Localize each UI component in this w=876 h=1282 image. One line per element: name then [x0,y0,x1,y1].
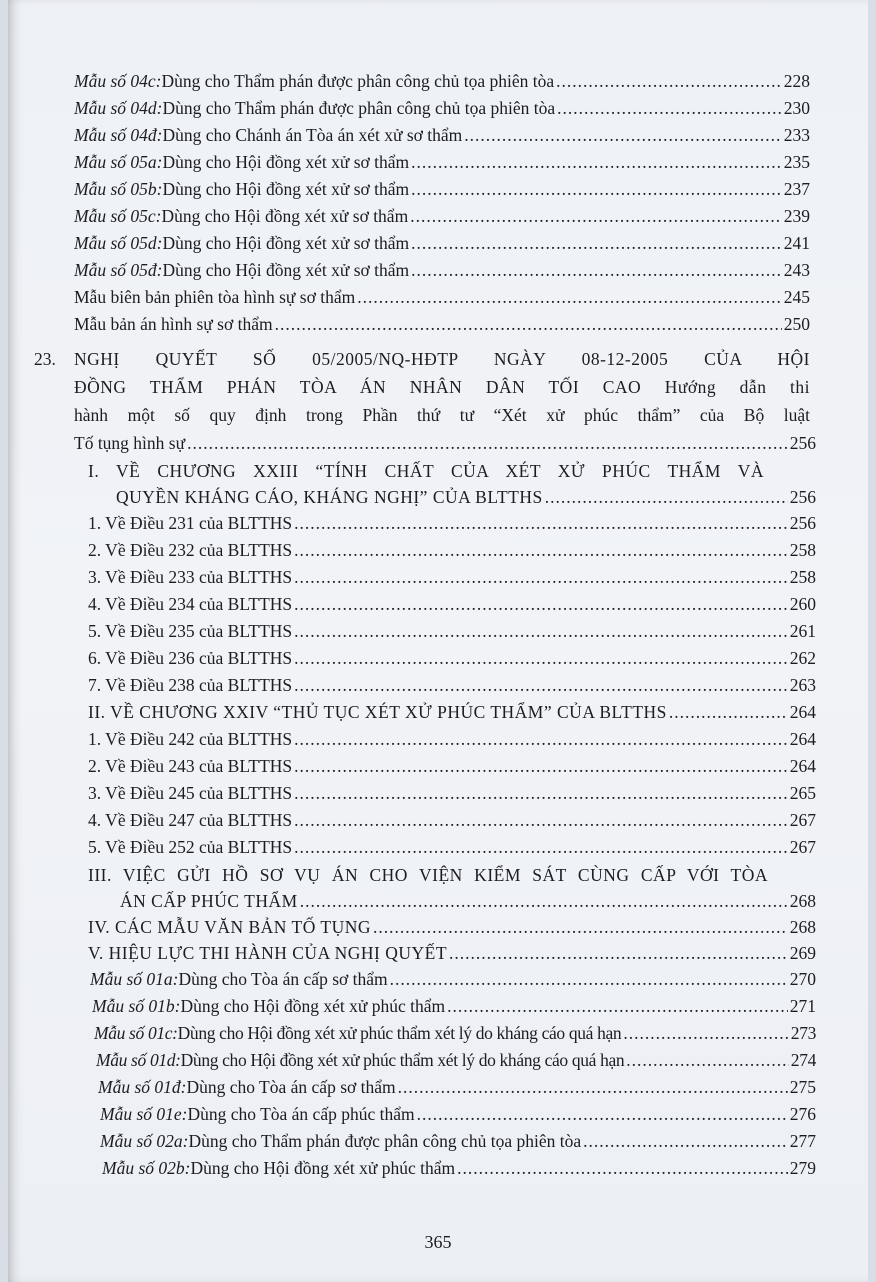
page-ref: 262 [789,648,816,668]
entry-text: Dùng cho Thẩm phán được phân công chủ tọa phiên tòa [161,71,555,91]
form-label: Mẫu số 01đ: [98,1077,187,1097]
page-ref: 265 [789,783,816,803]
page-ref: 250 [783,314,810,334]
toc-entry [74,122,810,148]
entry-text: 1. Về Điều 242 của BLTTHS [88,729,293,749]
toc-entry [88,726,816,752]
entry-text: 4. Về Điều 247 của BLTTHS [88,810,293,830]
page-ref: 264 [789,729,816,749]
page-ref: 256 [789,513,816,533]
section-number [34,346,70,372]
toc-entry [88,645,816,671]
page-ref: 268 [789,891,816,911]
page-ref: 256 [789,433,816,453]
page-ref: 279 [789,1158,816,1178]
page-ref: 239 [783,206,810,226]
page-ref: 256 [789,487,816,507]
entry-text: Mẫu biên bản phiên tòa hình sự sơ thẩm [74,287,356,307]
toc-entry [74,176,810,202]
page-ref: 273 [790,1023,816,1043]
page-ref: 267 [789,810,816,830]
chapter-heading-text: II. VỀ CHƯƠNG XXIV “THỦ TỤC XÉT XỬ PHÚC THẨM” CỦA BLTTHS [88,702,667,722]
form-label: Mẫu số 05b: [74,179,163,199]
entry-text: Dùng cho Hội đồng xét xử phúc thẩm xét lý do kháng cáo quá hạn [180,1050,625,1070]
entry-text: Dùng cho Hội đồng xét xử sơ thẩm [162,233,410,253]
toc-entry [100,1128,816,1154]
form-label: Mẫu số 04d: [74,98,163,118]
toc-entry [88,940,816,966]
toc-entry [96,1047,816,1073]
form-label: Mẫu số 02b: [102,1158,191,1178]
entry-text: 5. Về Điều 235 của BLTTHS [88,621,293,641]
page-number: 365 [424,1232,452,1252]
page-ref: 276 [789,1104,816,1124]
toc-entry [88,753,816,779]
toc-entry [88,834,816,860]
form-label: Mẫu số 05d: [74,233,163,253]
chapter-heading-text: QUYỀN KHÁNG CÁO, KHÁNG NGHỊ” CỦA BLTTHS [116,487,543,507]
page-ref: 241 [783,233,810,253]
page-ref: 245 [783,287,810,307]
entry-text: Dùng cho Hội đồng xét xử phúc thẩm xét lý do kháng cáo quá hạn [177,1023,622,1043]
toc-entry [74,68,810,94]
entry-text: Dùng cho Tòa án cấp phúc thẩm [187,1104,415,1124]
page-ref: 270 [789,969,816,989]
entry-text: 6. Về Điều 236 của BLTTHS [88,648,293,668]
section-heading-line [74,402,810,428]
toc-entry [88,807,816,833]
form-label: Mẫu số 04đ: [74,125,163,145]
entry-text: Mẫu bản án hình sự sơ thẩm [74,314,273,334]
page-ref: 237 [783,179,810,199]
chapter-heading-text: I. VỀ CHƯƠNG XXIII “TÍNH CHẤT CỦA XÉT XỬ PHÚC THẨM VÀ [88,461,764,481]
toc-entry [74,257,810,283]
form-label: Mẫu số 01a: [90,969,179,989]
toc-entry [100,1101,816,1127]
page-ref: 261 [789,621,816,641]
page-ref: 264 [789,702,816,722]
toc-entry [88,672,816,698]
chapter-heading-line [88,862,768,888]
page-ref: 243 [783,260,810,280]
toc-entry [116,484,816,510]
page-ref: 269 [789,943,816,963]
entry-text: Dùng cho Hội đồng xét xử sơ thẩm [162,152,410,172]
toc-entry [74,203,810,229]
toc-entry [88,537,816,563]
section-heading-text: hành một số quy định trong Phần thứ tư “Xét xử phúc thẩm” của Bộ luật [74,405,810,425]
page-ref: 230 [783,98,810,118]
toc-entry [90,966,816,992]
section-heading-text: NGHỊ QUYẾT SỐ 05/2005/NQ-HĐTP NGÀY 08-12-2005 CỦA HỘI [74,349,810,369]
page-ref: 258 [789,567,816,587]
chapter-heading-line [88,458,764,484]
entry-text: 5. Về Điều 252 của BLTTHS [88,837,293,857]
toc-entry [74,311,810,337]
entry-text: 4. Về Điều 234 của BLTTHS [88,594,293,614]
page-ref: 258 [789,540,816,560]
toc-entry [88,618,816,644]
entry-text: Dùng cho Hội đồng xét xử sơ thẩm [162,179,410,199]
entry-text: Dùng cho Hội đồng xét xử sơ thẩm [161,206,409,226]
chapter-heading-text: IV. CÁC MẪU VĂN BẢN TỐ TỤNG [88,917,371,937]
page-ref: 275 [789,1077,816,1097]
form-label: Mẫu số 05a: [74,152,163,172]
toc-entry [94,1020,816,1046]
page-ref: 271 [789,996,816,1016]
section-heading-text: ĐỒNG THẨM PHÁN TÒA ÁN NHÂN DÂN TỐI CAO Hướng dẫn thi [74,377,810,397]
page-ref: 264 [789,756,816,776]
section-heading-line [74,374,810,400]
entry-text: Dùng cho Hội đồng xét xử phúc thẩm [190,1158,456,1178]
form-label: Mẫu số 05c: [74,206,162,226]
entry-text: 2. Về Điều 232 của BLTTHS [88,540,293,560]
page-ref: 268 [789,917,816,937]
page-ref: 260 [789,594,816,614]
toc-entry [74,430,816,456]
entry-text: Dùng cho Chánh án Tòa án xét xử sơ thẩm [162,125,463,145]
page-ref: 277 [789,1131,816,1151]
form-label: Mẫu số 04c: [74,71,162,91]
toc-entry [74,95,810,121]
page-ref: 233 [783,125,810,145]
page-ref: 274 [790,1050,816,1070]
page-ref: 228 [783,71,810,91]
entry-text: Dùng cho Hội đồng xét xử sơ thẩm [162,260,410,280]
entry-text: Dùng cho Thẩm phán được phân công chủ tọa phiên tòa [188,1131,582,1151]
entry-text: 7. Về Điều 238 của BLTTHS [88,675,293,695]
chapter-heading-text: ÁN CẤP PHÚC THẨM [120,891,298,911]
chapter-heading-text: III. VIỆC GỬI HỒ SƠ VỤ ÁN CHO VIỆN KIỂM SÁT CÙNG CẤP VỚI TÒA [88,865,768,885]
page-ref: 263 [789,675,816,695]
toc-entry [74,230,810,256]
entry-text: 3. Về Điều 233 của BLTTHS [88,567,293,587]
form-label: Mẫu số 02a: [100,1131,189,1151]
entry-text: 1. Về Điều 231 của BLTTHS [88,513,293,533]
entry-text: Tố tụng hình sự [74,433,186,453]
toc-entry [74,149,810,175]
form-label: Mẫu số 01d: [96,1050,181,1070]
entry-text: Dùng cho Tòa án cấp sơ thẩm [186,1077,396,1097]
toc-entry [102,1155,816,1181]
book-page [8,0,868,1282]
toc-entry [88,510,816,536]
toc-entry [88,780,816,806]
form-label: Mẫu số 05đ: [74,260,163,280]
entry-text: Dùng cho Thẩm phán được phân công chủ tọa phiên tòa [162,98,556,118]
form-label: Mẫu số 01c: [94,1023,178,1043]
toc-entry [88,564,816,590]
section-number-text: 23. [34,349,56,369]
toc-entry [88,914,816,940]
entry-text: 3. Về Điều 245 của BLTTHS [88,783,293,803]
chapter-heading-text: V. HIỆU LỰC THI HÀNH CỦA NGHỊ QUYẾT [88,943,448,963]
section-heading-line [74,346,810,372]
toc-entry [88,591,816,617]
entry-text: Dùng cho Tòa án cấp sơ thẩm [178,969,388,989]
page-ref: 235 [783,152,810,172]
toc-entry [74,284,810,310]
toc-entry [88,699,816,725]
form-label: Mẫu số 01b: [92,996,181,1016]
toc-entry [120,888,816,914]
toc-entry [92,993,816,1019]
entry-text: Dùng cho Hội đồng xét xử phúc thẩm [180,996,446,1016]
page-ref: 267 [789,837,816,857]
form-label: Mẫu số 01e: [100,1104,188,1124]
entry-text: 2. Về Điều 243 của BLTTHS [88,756,293,776]
toc-entry [98,1074,816,1100]
